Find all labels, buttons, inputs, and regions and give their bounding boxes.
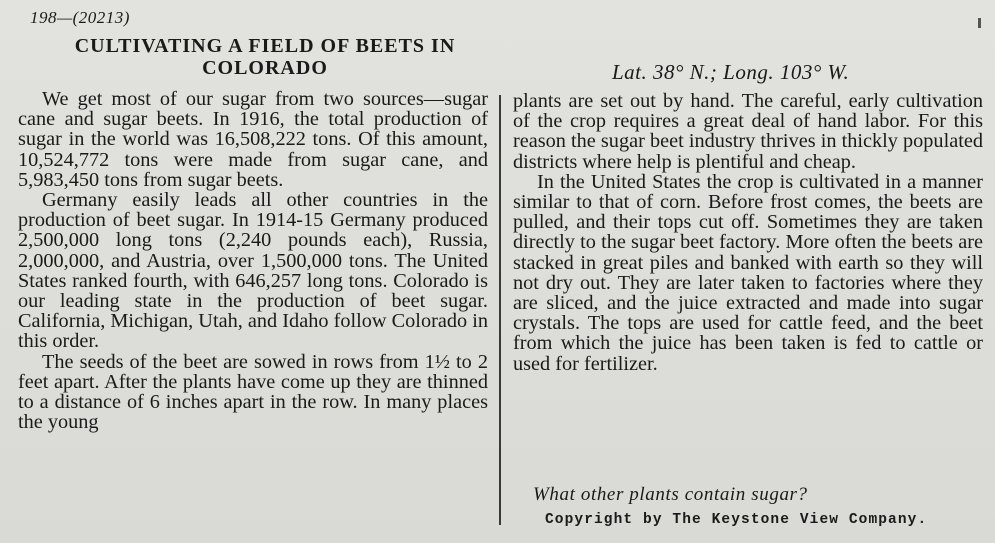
edge-mark [978,18,981,28]
paragraph-sowing: The seeds of the beet are sowed in rows from 1½ to 2 feet apart. After the plants have come up they are thinned to a distance of 6 inches apart in the row. In many places the young [18,350,488,434]
title-line-2: COLORADO [202,57,328,79]
card-title [30,35,500,79]
paragraph-us-cultivation: In the United States the crop is cultivated in a manner similar to that of corn. Before frost comes, the beets are pulled, and their tops cut off. Sometimes they are taken directly to the sugar beet factory. More often the beets are stacked in great piles and banked with earth so they will not dry out. They are later taken to factories where they are sliced, and the juice extracted and made into sugar crystals. The tops are used for cattle feed, and the beet from which the juice has been taken is fed to cattle or used for fertilizer. [513,170,983,375]
left-column [18,89,488,432]
paragraph-hand-labor: plants are set out by hand. The careful, early cultivation of the crop requires a great deal of hand labor. For this reason the sugar beet industry thrives in thickly populated districts where help is plentiful and cheap. [513,90,983,173]
study-question: What other plants contain sugar? [533,484,808,505]
catalog-number: 198—(20213) [30,8,130,27]
copyright-notice: Copyright by The Keystone View Company. [545,512,928,528]
title-line-1: CULTIVATING A FIELD OF BEETS IN [74,35,456,57]
right-column [513,91,983,374]
column-divider [499,95,501,525]
paragraph-sugar-sources: We get most of our sugar from two sources—sugar cane and sugar beets. In 1916, the total production of sugar in the world was 16,508,222 tons. Of this amount, 10,524,772 tons were made from sugar cane, and 5,983,450 tons from sugar beets. [18,88,488,191]
paragraph-beet-production: Germany easily leads all other countries in the production of beet sugar. In 1914-15 Germany produced 2,500,000 long tons (2,240 pounds each), Russia, 2,000,000, and Austria, over 1,500,000 tons. The United States ranked fourth, with 646,257 long tons. Colorado is our leading state in the production of beet sugar. California, Michigan, Utah, and Idaho follow Colorado in this order. [18,189,488,353]
coordinates: Lat. 38° N.; Long. 103° W. [612,60,850,84]
